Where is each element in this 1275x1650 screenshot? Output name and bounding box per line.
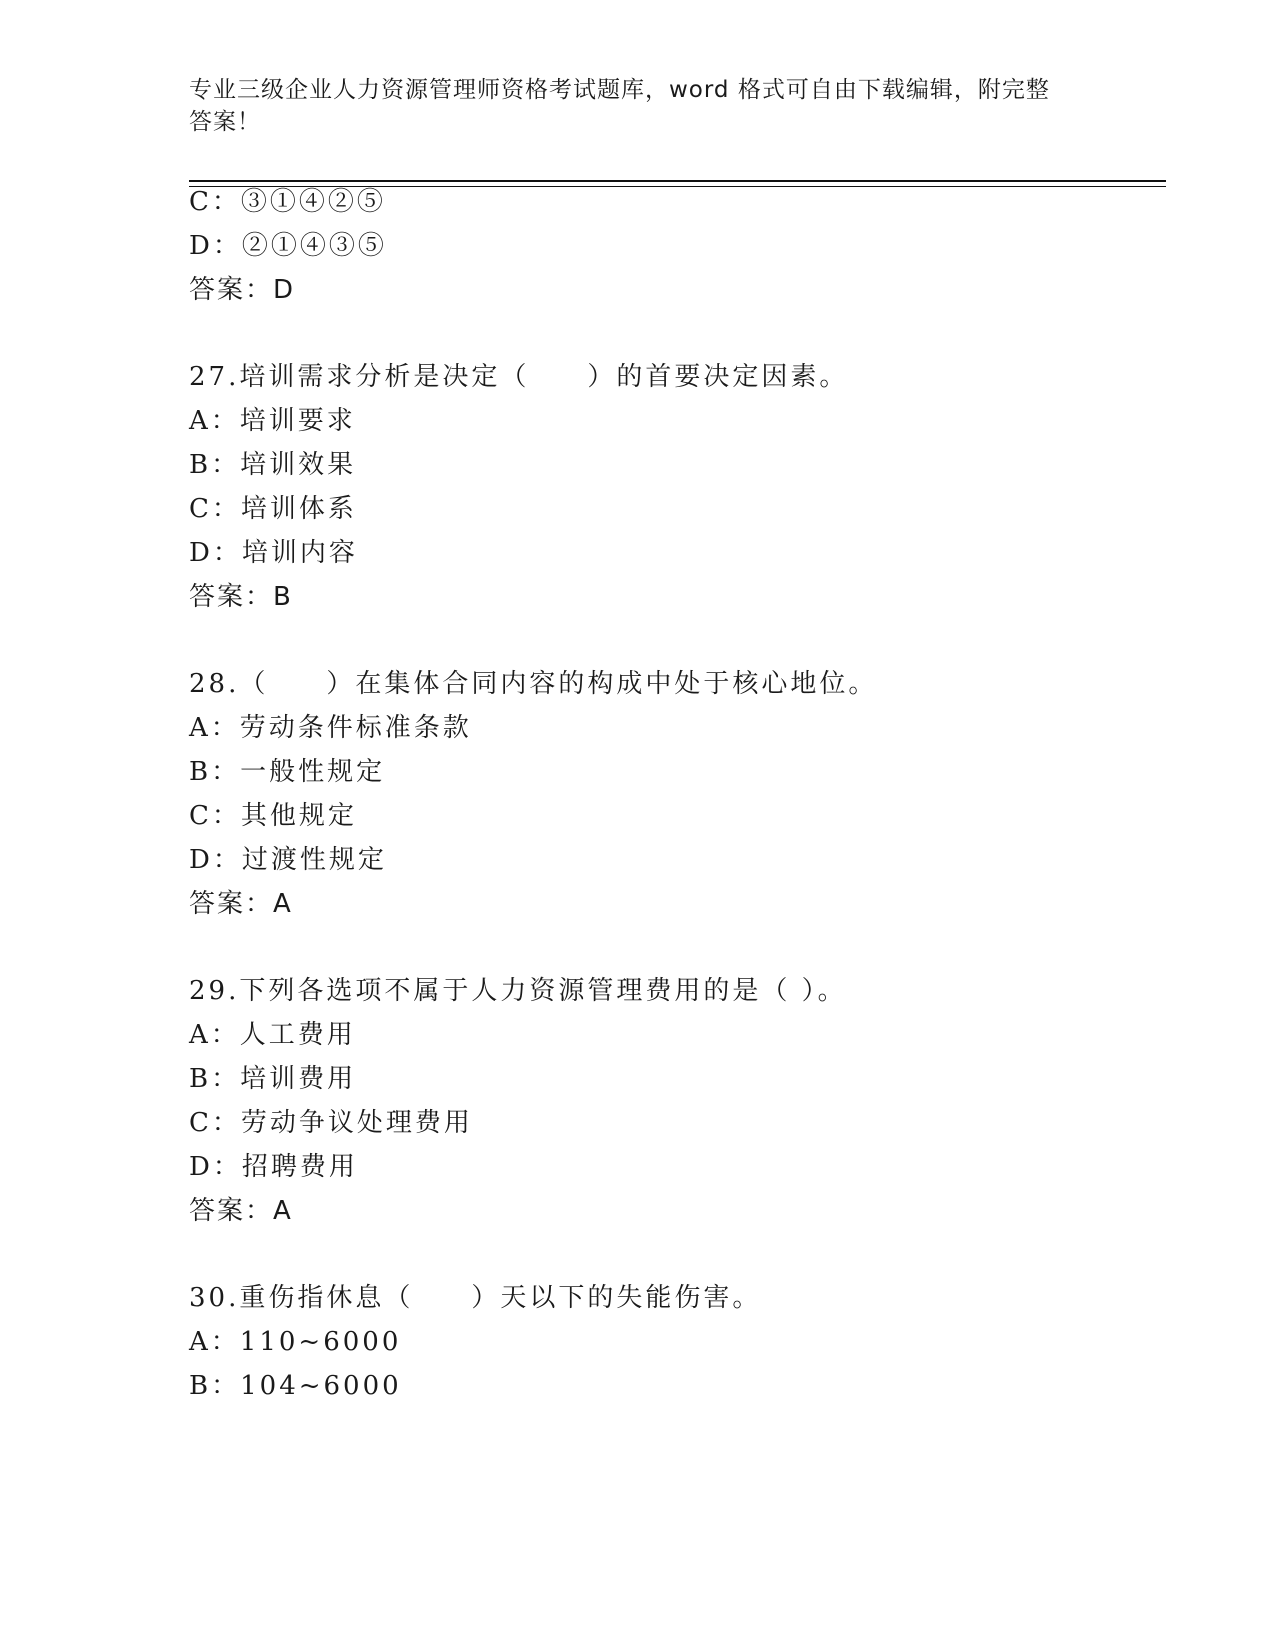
q27-option-d: D：培训内容 — [189, 538, 358, 568]
q27-option-b: B：培训效果 — [189, 450, 357, 480]
q29-option-a: A：人工费用 — [189, 1020, 356, 1050]
q28-option-c: C：其他规定 — [189, 801, 357, 831]
q28-option-d: D：过渡性规定 — [189, 845, 387, 875]
q29-option-d: D：招聘费用 — [189, 1152, 358, 1182]
q28-answer: 答案：A — [189, 889, 293, 919]
q30-option-a: A：110~6000 — [189, 1327, 402, 1357]
q29-answer: 答案：A — [189, 1196, 293, 1226]
header-divider-thick — [189, 180, 1166, 182]
q28-option-a: A：劳动条件标准条款 — [189, 713, 472, 743]
q29-option-c: C：劳动争议处理费用 — [189, 1108, 473, 1138]
header-line-1: 专业三级企业人力资源管理师资格考试题库，word 格式可自由下载编辑，附完整 — [189, 77, 1050, 103]
question-29: 29.下列各选项不属于人力资源管理费用的是（ ）。 — [189, 976, 847, 1006]
q27-option-c: C：培训体系 — [189, 494, 357, 524]
q30-option-b: B：104~6000 — [189, 1371, 402, 1401]
option-d-prev: D：②①④③⑤ — [189, 231, 387, 261]
q27-answer: 答案：B — [189, 582, 293, 612]
q27-option-a: A：培训要求 — [189, 406, 356, 436]
question-28: 28.（ ）在集体合同内容的构成中处于核心地位。 — [189, 669, 878, 699]
question-27: 27.培训需求分析是决定（ ）的首要决定因素。 — [189, 362, 849, 392]
document-header — [189, 74, 1089, 138]
q28-option-b: B：一般性规定 — [189, 757, 386, 787]
answer-prev: 答案：D — [189, 275, 296, 305]
question-30: 30.重伤指休息（ ）天以下的失能伤害。 — [189, 1283, 762, 1313]
option-c-prev: C：③①④②⑤ — [189, 187, 386, 217]
q29-option-b: B：培训费用 — [189, 1064, 357, 1094]
header-line-2: 答案！ — [189, 109, 261, 135]
